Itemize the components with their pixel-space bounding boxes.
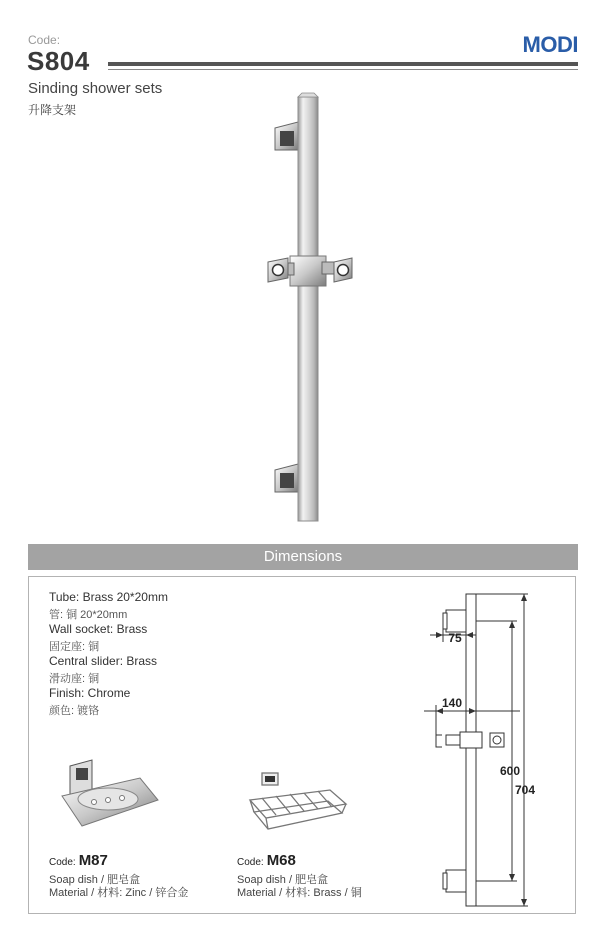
- dimension-140: 140: [441, 696, 463, 710]
- product-code: S804: [27, 46, 90, 76]
- spec-central-slider-zh: 滑动座: 铜: [49, 673, 100, 685]
- accessory-desc-m87: Soap dish / 肥皂盒: [49, 874, 141, 886]
- spec-tube: Tube: Brass 20*20mm: [49, 590, 168, 604]
- dimension-75: 75: [448, 631, 462, 645]
- product-title-en: Sinding shower sets: [28, 80, 163, 97]
- spec-wall-socket: Wall socket: Brass: [49, 622, 148, 636]
- spec-finish: Finish: Chrome: [49, 686, 131, 700]
- dimension-600: 600: [499, 764, 521, 778]
- dimension-704: 704: [514, 783, 536, 797]
- accessory-code-m68: Code: M68: [237, 852, 296, 869]
- code-label: Code:: [28, 33, 61, 47]
- accessory-desc-m68: Soap dish / 肥皂盒: [237, 874, 329, 886]
- spec-tube-zh: 管: 铜 20*20mm: [49, 609, 128, 621]
- brand-logo: MODI: [522, 32, 578, 57]
- accessory-code-m87: Code: M87: [49, 852, 108, 869]
- spec-wall-socket-zh: 固定座: 铜: [49, 641, 100, 653]
- spec-central-slider: Central slider: Brass: [49, 654, 158, 668]
- spec-finish-zh: 颜色: 镀铬: [49, 705, 100, 717]
- product-title-zh: 升降支架: [28, 103, 77, 117]
- accessory-material-m68: Material / 材料: Brass / 铜: [237, 887, 362, 899]
- accessory-material-m87: Material / 材料: Zinc / 锌合金: [49, 887, 189, 899]
- dimensions-title: Dimensions: [263, 548, 343, 565]
